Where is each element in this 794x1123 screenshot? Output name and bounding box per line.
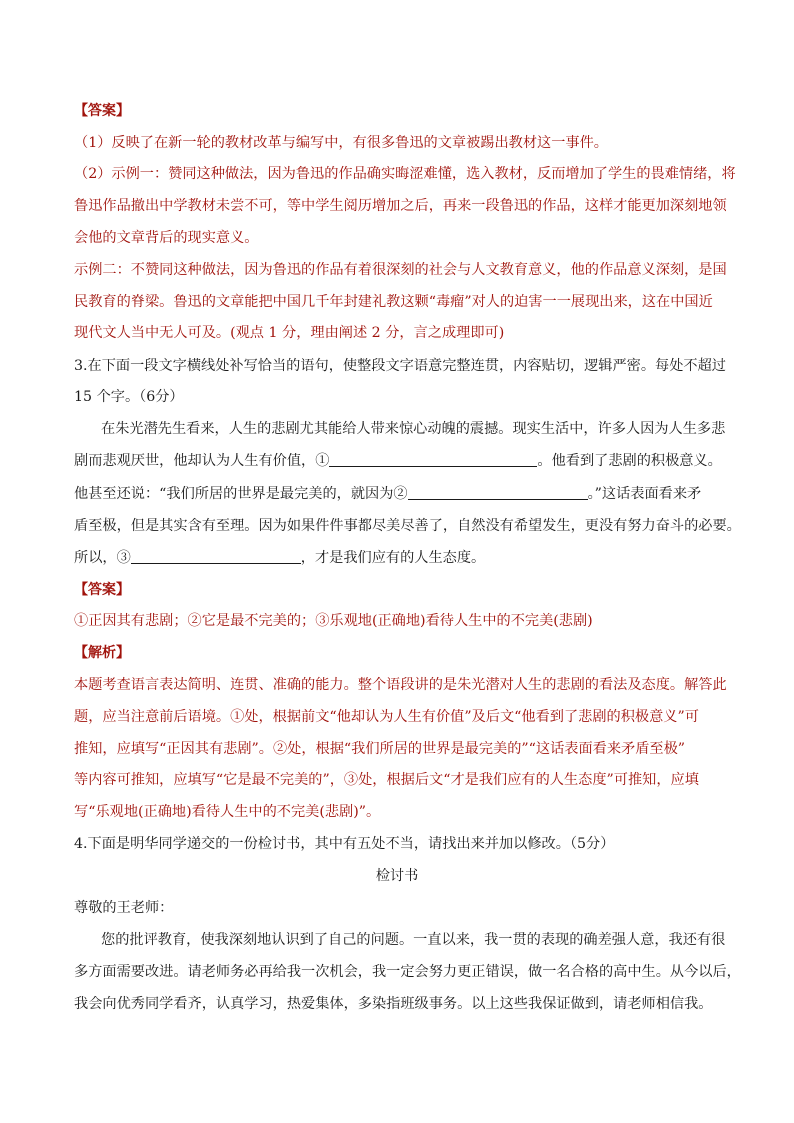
- analysis-tag: 【解析】: [74, 645, 130, 661]
- analysis-line: 推知，应填写“正因其有悲剧”。②处，根据“我们所居的世界是最完美的”“这话表面看来矛盾至极”: [74, 741, 686, 757]
- letter-line: 我会向优秀同学看齐，认真学习，热爱集体，多染指班级事务。以上这些我保证做到，请老师相信我。: [74, 996, 713, 1012]
- passage-line: [74, 548, 485, 568]
- answer-line: 鲁迅作品撤出中学教材未尝不可，等中学生阅历增加之后，再来一段鲁迅的作品，这样才能更加深刻地领: [74, 198, 727, 214]
- blank-3: [131, 549, 301, 564]
- answer-tag: 【答案】: [74, 103, 130, 119]
- blank-2: [408, 485, 588, 500]
- answer-line: （2）示例一：赞同这种做法，因为鲁迅的作品确实晦涩难懂，选入教材，反而增加了学生的畏难情绪，将: [74, 166, 736, 182]
- passage-line: [74, 484, 701, 504]
- letter-line: 您的批评教育，使我深刻地认识到了自己的问题。一直以来，我一贯的表现的确差强人意，我还有很: [101, 932, 726, 948]
- question-3-line: 15 个字。（6分）: [74, 389, 184, 405]
- question-3-line: 3.在下面一段文字横线处补写恰当的语句，使整段文字语意完整连贯，内容贴切，逻辑严密。每处不超过: [74, 358, 726, 374]
- answer-line: 民教育的脊梁。鲁迅的文章能把中国几千年封建礼教这颗“毒瘤”对人的迫害一一展现出来，这在中国近: [74, 294, 713, 310]
- answer-line: （1）反映了在新一轮的教材改革与编写中，有很多鲁迅的文章被踢出教材这一事件。: [74, 135, 608, 151]
- question-4-line: 4.下面是明华同学递交的一份检讨书，其中有五处不当，请找出来并加以修改。（5分）: [74, 836, 615, 852]
- analysis-line: 写“乐观地(正确地)看待人生中的不完美(悲剧)”。: [74, 804, 381, 820]
- passage-text: 。”这话表面看来矛: [587, 486, 702, 502]
- passage-text: 剧而悲观厌世，他却认为人生有价值，①: [74, 453, 330, 469]
- answer-line: ①正因其有悲剧；②它是最不完美的；③乐观地(正确地)看待人生中的不完美(悲剧): [74, 613, 593, 629]
- letter-line: 多方面需要改进。请老师务必再给我一次机会，我一定会努力更正错误，做一名合格的高中生。从今以后，: [74, 964, 741, 980]
- passage-text: ，才是我们应有的人生态度。: [300, 550, 486, 566]
- answer-line: 会他的文章背后的现实意义。: [74, 230, 259, 246]
- passage-text: 他甚至还说：“我们所居的世界是最完美的，就因为②: [74, 486, 408, 502]
- analysis-line: 题，应当注意前后语境。①处，根据前文“他却认为人生有价值”及后文“他看到了悲剧的积极意义”可: [74, 709, 699, 725]
- passage-text: 。他看到了悲剧的积极意义。: [537, 453, 722, 469]
- letter-greeting: 尊敬的王老师：: [74, 900, 174, 916]
- analysis-line: 本题考查语言表达简明、连贯、准确的能力。整个语段讲的是朱光潜对人生的悲剧的看法及态度。解答此: [74, 677, 727, 693]
- passage-text: 所以，③: [74, 550, 131, 566]
- passage-line: 在朱光潜先生看来，人生的悲剧尤其能给人带来惊心动魄的震撼。现实生活中，许多人因为人生多悲: [101, 421, 726, 437]
- passage-line: 盾至极，但是其实含有至理。因为如果件件事都尽美尽善了，自然没有希望发生，更没有努力奋斗的必要。: [74, 518, 741, 534]
- letter-title: 检讨书: [375, 868, 419, 884]
- answer-tag: 【答案】: [74, 582, 130, 598]
- answer-line: 示例二：不赞同这种做法，因为鲁迅的作品有着很深刻的社会与人文教育意义，他的作品意义深刻，是国: [74, 262, 727, 278]
- answer-line: 现代文人当中无人可及。(观点 1 分，理由阐述 2 分，言之成理即可): [74, 325, 505, 341]
- analysis-line: 等内容可推知，应填写“它是最不完美的”，③处，根据后文“才是我们应有的人生态度”可推知，应填: [74, 772, 699, 788]
- passage-line: [74, 451, 722, 471]
- blank-1: [329, 452, 537, 467]
